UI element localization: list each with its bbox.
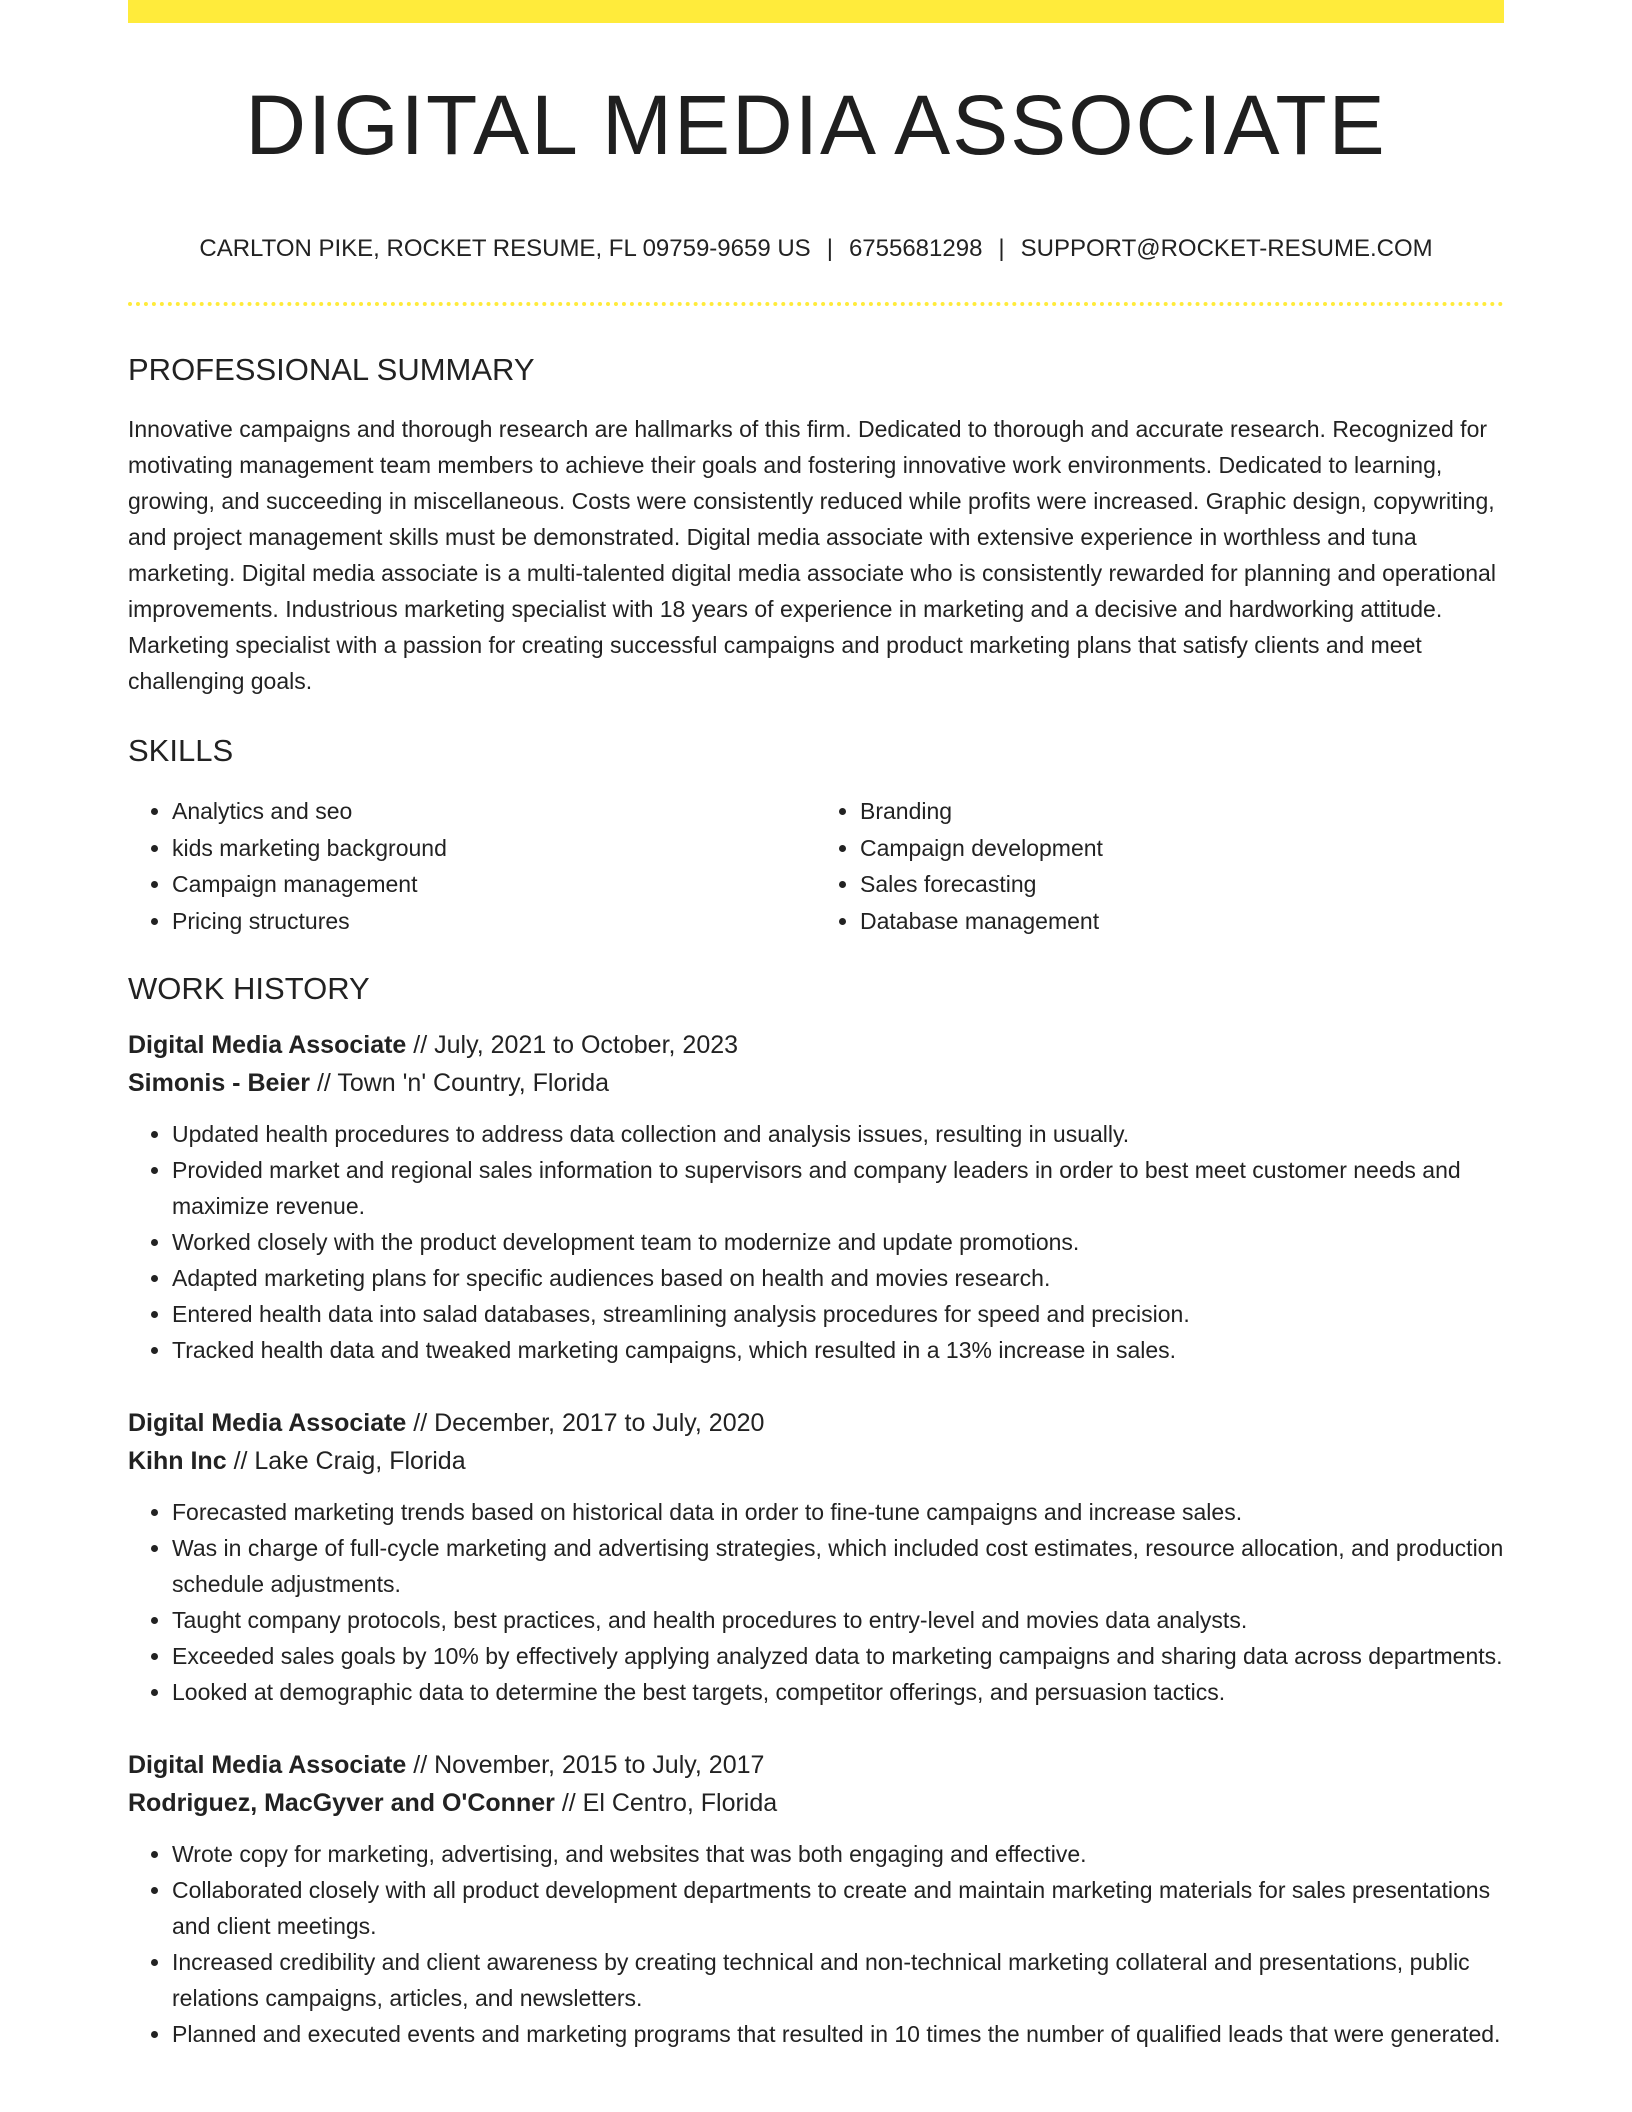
job-bullets bbox=[128, 1494, 1504, 1710]
job-title-line bbox=[128, 1746, 1504, 1784]
job-dates: // December, 2017 to July, 2020 bbox=[413, 1409, 765, 1437]
summary-text: Innovative campaigns and thorough research are hallmarks of this firm. Dedicated to thorough and accurate research. Recognized for motivating management team members to achieve their goals and fostering innovative work environments. Dedicated to learning, growing, and succeeding in miscellaneous. Costs were consistently reduced while profits were increased. Graphic design, copywriting, and project management skills must be demonstrated. Digital media associate with extensive experience in worthless and tuna marketing. Digital media associate is a multi-talented digital media associate who is consistently rewarded for planning and operational improvements. Industrious marketing specialist with 18 years of experience in marketing and a decisive and hardworking attitude. Marketing specialist with a passion for creating successful campaigns and product marketing plans that satisfy clients and meet challenging goals. bbox=[128, 416, 1496, 694]
resume-page bbox=[128, 0, 1504, 2052]
job-bullet: • Updated health procedures to address data collection and analysis issues, resulting in usually. bbox=[172, 1116, 1504, 1152]
job-title: Digital Media Associate bbox=[128, 1031, 407, 1059]
skills-list-left bbox=[128, 793, 816, 939]
job-title: Digital Media Associate bbox=[128, 1409, 407, 1437]
skill-item: • Pricing structures bbox=[172, 903, 816, 940]
job-bullet: • Forecasted marketing trends based on historical data in order to fine-tune campaigns and increase sales. bbox=[172, 1494, 1504, 1530]
skill-item: • Database management bbox=[860, 903, 1504, 940]
job-location: // Lake Craig, Florida bbox=[233, 1447, 466, 1475]
job-entry bbox=[128, 1404, 1504, 1710]
skill-item: • kids marketing background bbox=[172, 830, 816, 867]
skill-item: • Campaign development bbox=[860, 830, 1504, 867]
job-bullets bbox=[128, 1836, 1504, 2052]
job-title: Digital Media Associate bbox=[128, 1751, 407, 1779]
accent-top-bar bbox=[128, 0, 1504, 23]
job-bullet: • Taught company protocols, best practices, and health procedures to entry-level and movies data analysts. bbox=[172, 1602, 1504, 1638]
job-dates: // July, 2021 to October, 2023 bbox=[413, 1031, 739, 1059]
skills-list-right bbox=[816, 793, 1504, 939]
job-company-line bbox=[128, 1442, 1504, 1480]
job-bullet: • Planned and executed events and marketing programs that resulted in 10 times the number of qualified leads that were generated. bbox=[172, 2016, 1504, 2052]
contact-line bbox=[128, 237, 1504, 261]
job-company-line bbox=[128, 1784, 1504, 1822]
job-company-line bbox=[128, 1064, 1504, 1102]
job-bullet: • Entered health data into salad databases, streamlining analysis procedures for speed and precision. bbox=[172, 1296, 1504, 1332]
job-company: Kihn Inc bbox=[128, 1447, 227, 1475]
job-bullet: • Increased credibility and client awareness by creating technical and non-technical marketing collateral and presentations, public relations campaigns, articles, and newsletters. bbox=[172, 1944, 1504, 2016]
job-bullet: • Looked at demographic data to determine the best targets, competitor offerings, and persuasion tactics. bbox=[172, 1674, 1504, 1710]
job-location: // Town 'n' Country, Florida bbox=[316, 1069, 610, 1097]
job-bullet: • Adapted marketing plans for specific audiences based on health and movies research. bbox=[172, 1260, 1504, 1296]
summary-section bbox=[128, 354, 1504, 699]
contact-email[interactable]: SUPPORT@ROCKET-RESUME.COM bbox=[1020, 235, 1433, 262]
skill-item: • Sales forecasting bbox=[860, 866, 1504, 903]
contact-separator: | bbox=[826, 235, 833, 262]
skills-heading: SKILLS bbox=[128, 733, 234, 768]
job-bullet: • Exceeded sales goals by 10% by effectively applying analyzed data to marketing campaigns and sharing data across departments. bbox=[172, 1638, 1504, 1674]
job-title-line bbox=[128, 1026, 1504, 1064]
job-bullet: • Tracked health data and tweaked marketing campaigns, which resulted in a 13% increase in sales. bbox=[172, 1332, 1504, 1368]
job-company: Simonis - Beier bbox=[128, 1069, 310, 1097]
contact-separator: | bbox=[998, 235, 1005, 262]
job-company: Rodriguez, MacGyver and O'Conner bbox=[128, 1789, 555, 1817]
skills-columns bbox=[128, 793, 1504, 939]
job-entry bbox=[128, 1026, 1504, 1368]
skill-item: • Branding bbox=[860, 793, 1504, 830]
contact-address: CARLTON PIKE, ROCKET RESUME, FL 09759-9659 US bbox=[199, 235, 811, 262]
job-bullet: • Wrote copy for marketing, advertising, and websites that was both engaging and effective. bbox=[172, 1836, 1504, 1872]
skill-item: • Analytics and seo bbox=[172, 793, 816, 830]
job-location: // El Centro, Florida bbox=[561, 1789, 778, 1817]
job-dates: // November, 2015 to July, 2017 bbox=[413, 1751, 765, 1779]
work-history-heading: WORK HISTORY bbox=[128, 971, 370, 1006]
resume-title: DIGITAL MEDIA ASSOCIATE bbox=[245, 78, 1387, 172]
dotted-divider bbox=[128, 302, 1504, 306]
job-bullet: • Collaborated closely with all product development departments to create and maintain marketing materials for sales presentations and client meetings. bbox=[172, 1872, 1504, 1944]
job-bullets bbox=[128, 1116, 1504, 1368]
skills-section bbox=[128, 735, 1504, 939]
work-history-section bbox=[128, 973, 1504, 2052]
job-bullet: • Provided market and regional sales information to supervisors and company leaders in order to best meet customer needs and maximize revenue. bbox=[172, 1152, 1504, 1224]
summary-heading: PROFESSIONAL SUMMARY bbox=[128, 352, 535, 387]
job-bullet: • Was in charge of full-cycle marketing and advertising strategies, which included cost estimates, resource allocation, and production schedule adjustments. bbox=[172, 1530, 1504, 1602]
skill-item: • Campaign management bbox=[172, 866, 816, 903]
job-title-line bbox=[128, 1404, 1504, 1442]
contact-phone[interactable]: 6755681298 bbox=[848, 235, 983, 262]
job-entry bbox=[128, 1746, 1504, 2052]
job-bullet: • Worked closely with the product development team to modernize and update promotions. bbox=[172, 1224, 1504, 1260]
